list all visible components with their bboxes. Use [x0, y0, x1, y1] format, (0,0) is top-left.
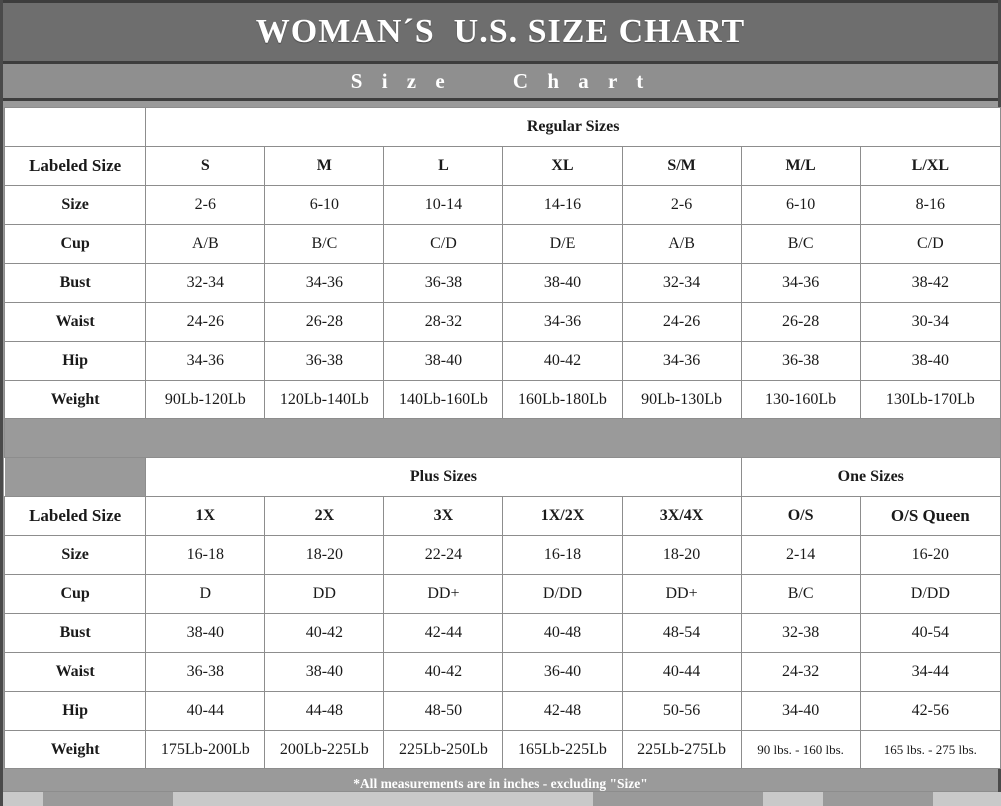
column-header-plus-4: 3X/4X	[622, 497, 741, 536]
cell-regular-size-5: 6-10	[741, 186, 860, 225]
table-row	[5, 653, 1001, 692]
labeled-size-header-plus: Labeled Size	[5, 497, 146, 536]
cell-regular-bust-4: 32-34	[622, 264, 741, 303]
cell-plus-bust-3: 40-48	[503, 614, 622, 653]
cell-plus-bust-1: 40-42	[265, 614, 384, 653]
cell-regular-bust-6: 38-42	[860, 264, 1000, 303]
cell-regular-hip-0: 34-36	[146, 342, 265, 381]
row-header-regular-waist: Waist	[5, 303, 146, 342]
cell-plus-cup-4: DD+	[622, 575, 741, 614]
cell-one-hip-1: 42-56	[860, 692, 1000, 731]
row-header-regular-bust: Bust	[5, 264, 146, 303]
row-header-plus-waist: Waist	[5, 653, 146, 692]
corner-cell	[5, 108, 146, 147]
chart-container	[3, 101, 998, 769]
cell-regular-waist-5: 26-28	[741, 303, 860, 342]
cell-plus-cup-3: D/DD	[503, 575, 622, 614]
cell-plus-size-1: 18-20	[265, 536, 384, 575]
column-header-regular-1: M	[265, 147, 384, 186]
size-chart-body	[5, 108, 1001, 769]
cell-plus-weight-1: 200Lb-225Lb	[265, 731, 384, 769]
row-header-plus-bust: Bust	[5, 614, 146, 653]
group-header-one-sizes: One Sizes	[741, 458, 1000, 497]
cell-one-weight-0: 90 lbs. - 160 lbs.	[741, 731, 860, 769]
cell-plus-cup-2: DD+	[384, 575, 503, 614]
row-header-regular-hip: Hip	[5, 342, 146, 381]
cell-regular-cup-2: C/D	[384, 225, 503, 264]
row-header-plus-size: Size	[5, 536, 146, 575]
cell-one-hip-0: 34-40	[741, 692, 860, 731]
cell-plus-waist-2: 40-42	[384, 653, 503, 692]
column-header-plus-6: O/S Queen	[860, 497, 1000, 536]
table-row	[5, 614, 1001, 653]
table-row	[5, 342, 1001, 381]
row-header-plus-weight: Weight	[5, 731, 146, 769]
cell-plus-hip-0: 40-44	[146, 692, 265, 731]
cell-one-size-1: 16-20	[860, 536, 1000, 575]
column-header-plus-1: 2X	[265, 497, 384, 536]
table-row	[5, 692, 1001, 731]
table-row	[5, 225, 1001, 264]
cell-plus-weight-2: 225Lb-250Lb	[384, 731, 503, 769]
cell-plus-weight-4: 225Lb-275Lb	[622, 731, 741, 769]
cell-plus-weight-0: 175Lb-200Lb	[146, 731, 265, 769]
page-title: WOMAN´S U.S. SIZE CHART	[255, 13, 746, 50]
cell-plus-cup-0: D	[146, 575, 265, 614]
column-header-regular-0: S	[146, 147, 265, 186]
title-bar	[3, 0, 998, 64]
row-header-regular-size: Size	[5, 186, 146, 225]
cell-regular-waist-3: 34-36	[503, 303, 622, 342]
row-header-regular-weight: Weight	[5, 381, 146, 419]
column-header-row-plus	[5, 497, 1001, 536]
cell-regular-cup-1: B/C	[265, 225, 384, 264]
cell-plus-waist-1: 38-40	[265, 653, 384, 692]
cell-regular-cup-6: C/D	[860, 225, 1000, 264]
column-header-regular-6: L/XL	[860, 147, 1000, 186]
cell-regular-size-6: 8-16	[860, 186, 1000, 225]
cell-regular-hip-5: 36-38	[741, 342, 860, 381]
cell-plus-weight-3: 165Lb-225Lb	[503, 731, 622, 769]
cell-regular-weight-2: 140Lb-160Lb	[384, 381, 503, 419]
cell-regular-bust-2: 36-38	[384, 264, 503, 303]
column-header-plus-5: O/S	[741, 497, 860, 536]
page-subtitle: S i z e C h a r t	[350, 68, 651, 93]
cell-regular-weight-4: 90Lb-130Lb	[622, 381, 741, 419]
cell-plus-bust-2: 42-44	[384, 614, 503, 653]
row-header-plus-hip: Hip	[5, 692, 146, 731]
cell-one-bust-1: 40-54	[860, 614, 1000, 653]
cell-plus-waist-0: 36-38	[146, 653, 265, 692]
row-header-regular-cup: Cup	[5, 225, 146, 264]
cell-regular-waist-4: 24-26	[622, 303, 741, 342]
column-header-plus-2: 3X	[384, 497, 503, 536]
table-row	[5, 731, 1001, 769]
cell-regular-waist-2: 28-32	[384, 303, 503, 342]
column-header-row-regular	[5, 147, 1001, 186]
cell-regular-cup-4: A/B	[622, 225, 741, 264]
cell-plus-size-2: 22-24	[384, 536, 503, 575]
section-spacer	[5, 419, 1001, 458]
cell-regular-bust-0: 32-34	[146, 264, 265, 303]
cell-plus-waist-3: 36-40	[503, 653, 622, 692]
cell-one-bust-0: 32-38	[741, 614, 860, 653]
group-header-row-plus	[5, 458, 1001, 497]
cell-regular-size-1: 6-10	[265, 186, 384, 225]
column-header-regular-4: S/M	[622, 147, 741, 186]
cell-plus-cup-1: DD	[265, 575, 384, 614]
cell-regular-hip-3: 40-42	[503, 342, 622, 381]
cell-regular-weight-1: 120Lb-140Lb	[265, 381, 384, 419]
cell-regular-bust-3: 38-40	[503, 264, 622, 303]
cell-plus-size-3: 16-18	[503, 536, 622, 575]
row-header-plus-cup: Cup	[5, 575, 146, 614]
cell-plus-size-0: 16-18	[146, 536, 265, 575]
table-row	[5, 264, 1001, 303]
cell-plus-bust-0: 38-40	[146, 614, 265, 653]
cell-plus-hip-4: 50-56	[622, 692, 741, 731]
cell-regular-waist-1: 26-28	[265, 303, 384, 342]
labeled-size-header-regular: Labeled Size	[5, 147, 146, 186]
bottom-strip	[3, 791, 998, 806]
cell-plus-size-4: 18-20	[622, 536, 741, 575]
cell-regular-size-0: 2-6	[146, 186, 265, 225]
cell-regular-hip-4: 34-36	[622, 342, 741, 381]
table-row	[5, 575, 1001, 614]
cell-plus-hip-1: 44-48	[265, 692, 384, 731]
cell-regular-bust-5: 34-36	[741, 264, 860, 303]
cell-one-cup-0: B/C	[741, 575, 860, 614]
cell-regular-weight-6: 130Lb-170Lb	[860, 381, 1000, 419]
column-header-plus-0: 1X	[146, 497, 265, 536]
cell-plus-bust-4: 48-54	[622, 614, 741, 653]
cell-regular-size-2: 10-14	[384, 186, 503, 225]
table-row	[5, 303, 1001, 342]
cell-regular-bust-1: 34-36	[265, 264, 384, 303]
column-header-plus-3: 1X/2X	[503, 497, 622, 536]
size-chart-table	[4, 107, 1001, 769]
cell-plus-hip-2: 48-50	[384, 692, 503, 731]
cell-regular-hip-6: 38-40	[860, 342, 1000, 381]
cell-regular-weight-5: 130-160Lb	[741, 381, 860, 419]
table-row	[5, 536, 1001, 575]
cell-regular-size-3: 14-16	[503, 186, 622, 225]
group-header-row-regular	[5, 108, 1001, 147]
cell-regular-hip-1: 36-38	[265, 342, 384, 381]
cell-regular-weight-0: 90Lb-120Lb	[146, 381, 265, 419]
cell-one-waist-0: 24-32	[741, 653, 860, 692]
cell-regular-hip-2: 38-40	[384, 342, 503, 381]
cell-one-weight-1: 165 lbs. - 275 lbs.	[860, 731, 1000, 769]
cell-regular-cup-3: D/E	[503, 225, 622, 264]
footnote-text: *All measurements are in inches - excluding "Size"	[353, 776, 648, 791]
cell-plus-waist-4: 40-44	[622, 653, 741, 692]
table-row	[5, 186, 1001, 225]
column-header-regular-3: XL	[503, 147, 622, 186]
column-header-regular-2: L	[384, 147, 503, 186]
corner-cell-plus	[5, 458, 146, 497]
cell-one-waist-1: 34-44	[860, 653, 1000, 692]
table-row	[5, 381, 1001, 419]
cell-regular-weight-3: 160Lb-180Lb	[503, 381, 622, 419]
subtitle-bar	[3, 64, 998, 101]
cell-one-cup-1: D/DD	[860, 575, 1000, 614]
group-header-regular-sizes: Regular Sizes	[146, 108, 1001, 147]
cell-one-size-0: 2-14	[741, 536, 860, 575]
cell-plus-hip-3: 42-48	[503, 692, 622, 731]
group-header-plus-sizes: Plus Sizes	[146, 458, 741, 497]
cell-regular-size-4: 2-6	[622, 186, 741, 225]
cell-regular-cup-0: A/B	[146, 225, 265, 264]
column-header-regular-5: M/L	[741, 147, 860, 186]
cell-regular-cup-5: B/C	[741, 225, 860, 264]
cell-regular-waist-0: 24-26	[146, 303, 265, 342]
cell-regular-waist-6: 30-34	[860, 303, 1000, 342]
